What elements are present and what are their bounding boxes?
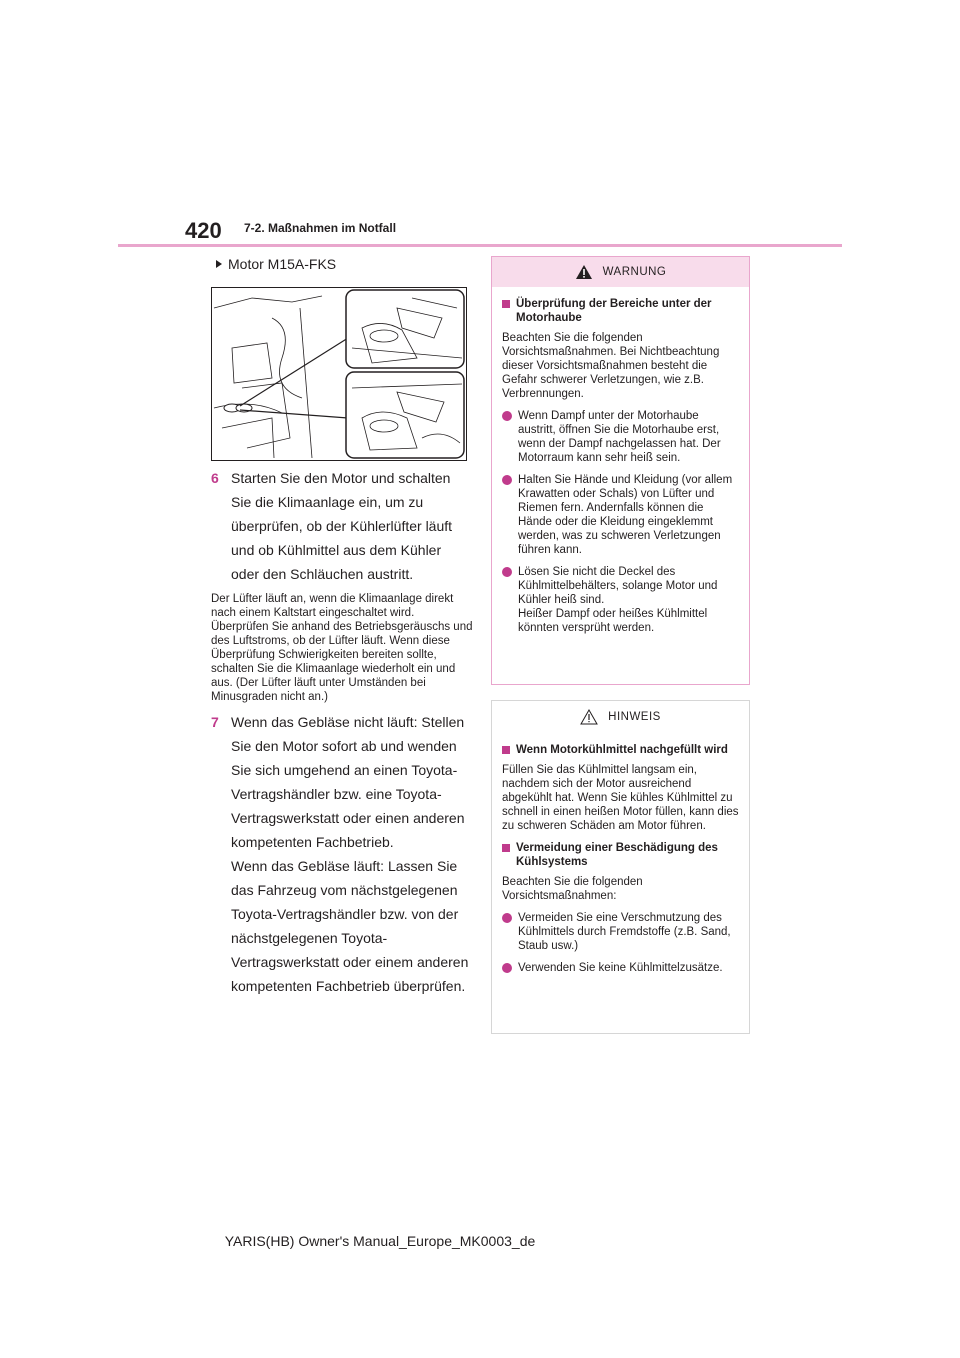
list-item [502, 961, 739, 975]
step-text: Starten Sie den Motor und schalten Sie die Klimaanlage ein, um zu überprüfen, ob der Kühlerlüfter läuft und ob Kühlmittel aus dem Kühler oder den Schläuchen austritt. [231, 470, 453, 582]
engine-variant-heading [216, 256, 473, 272]
step-7 [211, 710, 473, 998]
bullet-text: Wenn Dampf unter der Motorhaube austritt, öffnen Sie die Motorhaube erst, wenn der Dampf nachgelassen hat. Der Motorraum kann sehr heiß sein. [518, 410, 721, 464]
hint-heading [502, 841, 739, 869]
warning-heading-text: Überprüfung der Bereiche unter der Motorhaube [516, 298, 712, 324]
arrow-right-icon [216, 260, 222, 268]
square-bullet-icon [502, 300, 510, 308]
list-item [502, 409, 739, 465]
step-number: 7 [211, 714, 219, 730]
bullet-dot-icon [502, 475, 512, 485]
header-rule [118, 244, 842, 247]
engine-variant-label: Motor M15A-FKS [228, 256, 337, 272]
bullet-dot-icon [502, 411, 512, 421]
square-bullet-icon [502, 746, 510, 754]
square-bullet-icon [502, 844, 510, 852]
step-6-note: Der Lüfter läuft an, wenn die Klimaanlage direkt nach einem Kaltstart eingeschaltet wird. Überprüfen Sie anhand des Betriebsgeräuschs und des Luftstroms, ob der Lüfter läuft. Wenn diese Überprüfung Schwierigkeiten bereiten sollte, schalten Sie die Klimaanlage wiederholt ein und aus. (Der Lüfter läuft unter Umständen bei Minusgraden nicht an.) [211, 593, 473, 703]
step-number: 6 [211, 470, 219, 486]
step-7-text-a: Wenn das Gebläse nicht läuft: Stellen Sie den Motor sofort ab und wenden Sie sich umgehend an einen Toyota-Vertragshändler bzw. eine Toyota-Vertragswerkstatt oder einen anderen kompetenten Fachbetrieb. [231, 714, 465, 850]
hint-header [492, 701, 749, 733]
step-7-text-b: Wenn das Gebläse läuft: Lassen Sie das Fahrzeug vom nächstgelegenen Toyota-Vertragshändler bzw. von der nächstgelegenen Toyota-Vertragswerkstatt oder einem anderen kompetenten Fachbetrieb überprüfen. [231, 858, 469, 994]
step-text [231, 710, 473, 998]
hint-body [492, 733, 749, 975]
steps [211, 466, 473, 998]
hint-paragraph: Beachten Sie die folgenden Vorsichtsmaßnahmen: [502, 876, 643, 902]
hint-paragraph: Füllen Sie das Kühlmittel langsam ein, nachdem sich der Motor ausreichend abgekühlt hat. Wenn Sie kühles Kühlmittel zu schnell in einen heißen Motor füllen, kann dies zu schweren Schäden am Motor führen. [502, 764, 739, 832]
list-item [502, 565, 739, 635]
list-item [502, 911, 739, 953]
bullet-text: Vermeiden Sie eine Verschmutzung des Kühlmittels durch Fremdstoffe (z.B. Sand, Staub usw.) [518, 912, 731, 952]
bullet-dot-icon [502, 913, 512, 923]
footer-text: YARIS(HB) Owner's Manual_Europe_MK0003_de [224, 1233, 536, 1249]
bullet-dot-icon [502, 963, 512, 973]
hint-heading-text: Wenn Motorkühlmittel nachgefüllt wird [516, 744, 728, 756]
warning-box [491, 256, 750, 685]
bullet-text: Lösen Sie nicht die Deckel des Kühlmittelbehälters, solange Motor und Kühler heiß sind. Heißer Dampf oder heißes Kühlmittel könnten versprüht werden. [518, 566, 718, 634]
bullet-dot-icon [502, 567, 512, 577]
warning-title: WARNUNG [602, 266, 667, 278]
bullet-text: Halten Sie Hände und Kleidung (vor allem Krawatten oder Schals) von Lüfter und Riemen fern. Andernfalls können die Hände oder die Kleidung eingeklemmt werden, was zu schweren Verletzungen führen kann. [518, 474, 733, 556]
hint-box [491, 700, 750, 1034]
hint-heading [502, 743, 739, 757]
footer [0, 1233, 960, 1249]
engine-bay-drawing [212, 288, 466, 460]
list-item [502, 473, 739, 557]
warning-header [492, 257, 749, 287]
left-column [211, 256, 473, 272]
hint-heading-text: Vermeidung einer Beschädigung des Kühlsystems [516, 842, 718, 868]
section-title: 7-2. Maßnahmen im Notfall [244, 221, 397, 235]
warning-body [492, 287, 749, 635]
page-number: 420 [185, 218, 222, 243]
hint-title: HINWEIS [608, 711, 661, 723]
warning-intro: Beachten Sie die folgenden Vorsichtsmaßnahmen. Bei Nichtbeachtung dieser Vorsichtsmaßnahmen besteht die Gefahr schwerer Verletzungen, wie z.B. Verbrennungen. [502, 332, 720, 400]
step-6 [211, 466, 473, 586]
warning-triangle-icon [575, 264, 593, 280]
warning-heading [502, 297, 739, 325]
caution-triangle-icon [580, 709, 598, 725]
coolant-refill-illustration [211, 287, 467, 461]
bullet-text: Verwenden Sie keine Kühlmittelzusätze. [518, 962, 723, 974]
